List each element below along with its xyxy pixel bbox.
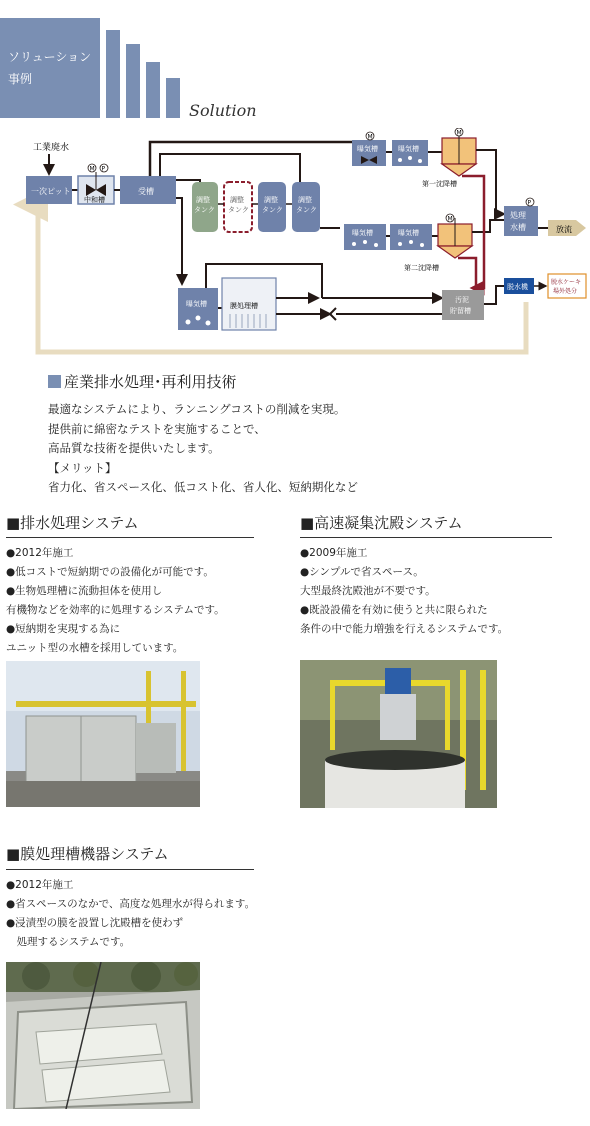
svg-text:P: P	[527, 199, 532, 207]
wastewater-flow-diagram	[0, 128, 590, 358]
membrane-section-title: ■膜処理槽機器システム	[6, 845, 169, 863]
header-bar-3	[146, 62, 160, 118]
neutralization-label: 中和槽	[84, 196, 105, 204]
flow-to-aeration-left	[176, 198, 182, 284]
wastewater-section-title: ■排水処理システム	[6, 514, 139, 532]
svg-text:貯留槽: 貯留槽	[450, 307, 471, 315]
sludge-storage-tank	[442, 290, 484, 320]
flow-receiving-top	[150, 142, 352, 176]
membrane-tank-label: 膜処理槽	[230, 302, 258, 310]
tech-line: 提供前に綿密なテストを実施することで、	[48, 421, 266, 436]
wastewater-system-photo	[6, 661, 200, 807]
svg-text:処理: 処理	[510, 211, 526, 220]
svg-text:M: M	[447, 215, 453, 223]
svg-text:P: P	[101, 165, 106, 173]
section-line: ●短納期を実現する為に	[6, 623, 121, 635]
svg-text:調整: 調整	[230, 196, 244, 204]
solution-label: Solution	[189, 101, 257, 120]
aeration-tank-2	[392, 140, 428, 166]
aeration-tank-4	[390, 224, 432, 250]
section-line: 有機物などを効率的に処理するシステムです。	[6, 604, 225, 616]
svg-text:タンク: タンク	[194, 206, 215, 214]
wastewater-section-rule	[6, 537, 254, 538]
flow-sludge-dewater	[484, 286, 504, 304]
header-box-line1: ソリューション	[8, 50, 92, 64]
membrane-section-rule	[6, 869, 254, 870]
tech-description	[48, 400, 358, 498]
second-settling-label: 第二沈降槽	[404, 264, 439, 272]
section-line: ●生物処理槽に流動担体を使用し	[6, 585, 163, 597]
svg-text:曝気槽: 曝気槽	[398, 145, 419, 153]
section-line: ●省スペースのなかで、高度な処理水が得られます。	[6, 898, 256, 910]
tech-title: 産業排水処理･再利用技術	[64, 373, 237, 391]
svg-text:場外処分: 場外処分	[553, 288, 578, 295]
sludge-line-2	[458, 258, 476, 288]
svg-text:タンク: タンク	[296, 206, 317, 214]
svg-text:M: M	[89, 165, 95, 173]
header-box-line2: 事例	[8, 72, 33, 86]
section-line: ●既設設備を有効に使うと共に限られた	[300, 604, 488, 616]
svg-text:調整: 調整	[298, 196, 312, 204]
header-bar-1	[106, 30, 120, 118]
svg-text:曝気槽: 曝気槽	[398, 229, 419, 237]
header-bar-2	[126, 44, 140, 118]
svg-text:曝気槽: 曝気槽	[186, 300, 207, 308]
section-line: 条件の中で能力増強を行えるシステムです。	[300, 623, 509, 635]
section-line: ●2012年施工	[6, 547, 74, 559]
svg-text:M: M	[456, 129, 462, 137]
svg-text:曝気槽: 曝気槽	[352, 229, 373, 237]
tech-heading	[48, 371, 237, 392]
aeration-tank-1	[352, 140, 386, 166]
svg-text:調整: 調整	[196, 196, 210, 204]
section-line: 大型最終沈殿池が不要です。	[300, 585, 436, 597]
section-line: 処理するシステムです。	[6, 936, 131, 948]
coagulation-section-title: ■高速凝集沈殿システム	[300, 514, 463, 532]
section-line: ●2009年施工	[300, 547, 368, 559]
section-line: ●シンプルで省スペース。	[300, 566, 424, 578]
flow-second-to-treated	[472, 220, 504, 232]
membrane-system-photo	[6, 962, 200, 1109]
svg-text:曝気槽: 曝気槽	[357, 145, 378, 153]
svg-text:タンク: タンク	[228, 206, 249, 214]
membrane-section-body	[6, 876, 255, 952]
svg-text:水槽: 水槽	[510, 223, 526, 232]
svg-text:調整: 調整	[264, 196, 278, 204]
tech-line: 高品質な技術を提供いたします。	[48, 441, 220, 455]
solution-header-box	[0, 18, 100, 118]
discharge-label: 放流	[556, 225, 572, 234]
coagulation-system-photo	[300, 660, 497, 808]
aeration-tank-5	[178, 288, 218, 330]
receiving-tank-label: 受槽	[138, 187, 154, 196]
svg-text:脱水ケーキ: 脱水ケーキ	[551, 279, 582, 286]
svg-text:タンク: タンク	[262, 206, 283, 214]
section-line: ●2012年施工	[6, 879, 74, 891]
svg-text:汚泥: 汚泥	[455, 296, 469, 304]
section-line: ●浸漬型の膜を設置し沈殿槽を使わず	[6, 917, 184, 929]
svg-text:脱水機: 脱水機	[507, 283, 528, 291]
svg-text:M: M	[367, 133, 373, 141]
section-line: ●低コストで短納期での設備化が可能です。	[6, 566, 214, 578]
header-bar-4	[166, 78, 180, 118]
wastewater-section-body	[6, 544, 225, 658]
section-line: ユニット型の水槽を採用しています。	[6, 642, 184, 654]
heading-square-icon	[48, 375, 61, 388]
tech-line: 【メリット】	[48, 460, 117, 475]
coagulation-section-rule	[300, 537, 552, 538]
aeration-tank-3	[344, 224, 386, 250]
tech-line: 省力化、省スペース化、低コスト化、省人化、短納期化など	[48, 480, 358, 494]
tech-line: 最適なシステムにより、ランニングコストの削減を実現。	[48, 402, 346, 416]
primary-pit-label: 一次ピット	[31, 187, 71, 196]
first-settling-label: 第一沈降槽	[422, 180, 457, 188]
industrial-wastewater-label: 工業廃水	[33, 143, 70, 153]
coagulation-section-body	[300, 544, 508, 639]
flow-first-to-treated	[476, 150, 504, 214]
